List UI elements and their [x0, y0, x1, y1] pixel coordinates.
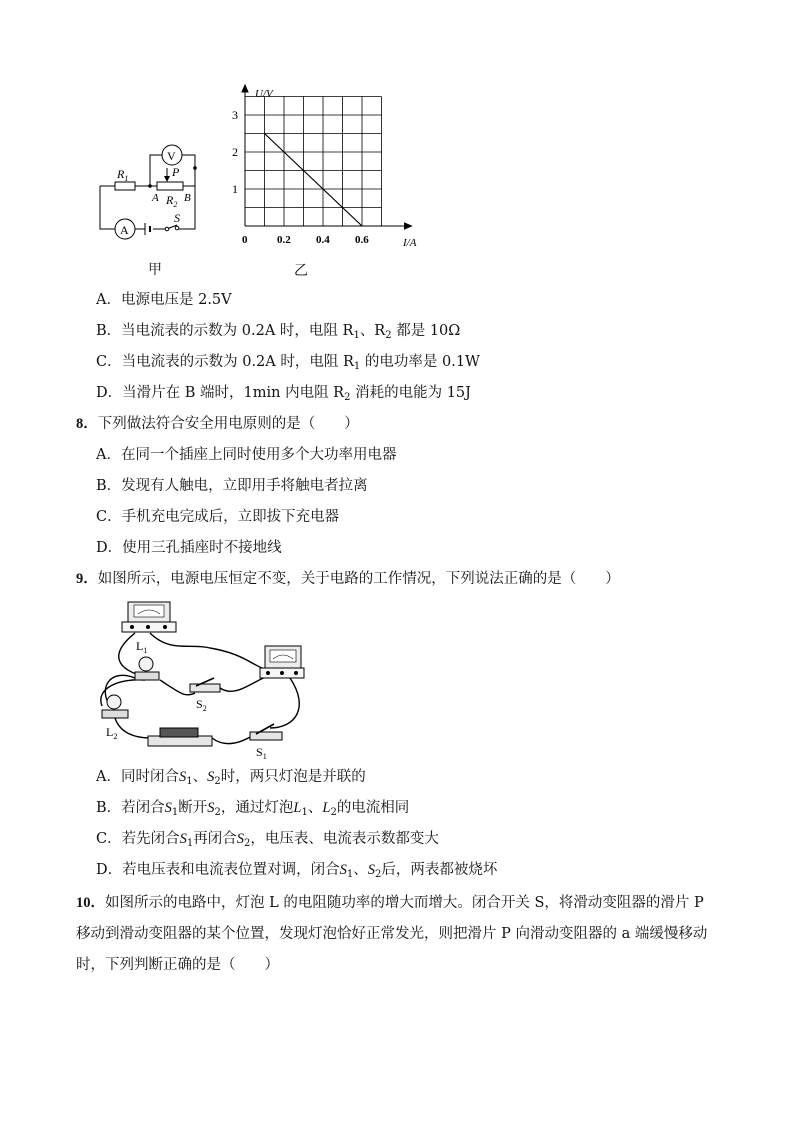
q8-stem: 8．下列做法符合安全用电原则的是（ ） — [76, 416, 359, 432]
q9-stem: 9．如图所示，电源电压恒定不变，关于电路的工作情况，下列说法正确的是（ ） — [76, 571, 620, 587]
switch-s1 — [250, 724, 282, 740]
s2-label: $S_2$ — [196, 697, 207, 713]
a-end-label: A — [152, 192, 159, 204]
x-tick-label: 0.4 — [316, 234, 330, 246]
switch-s2 — [190, 678, 220, 692]
b-end-label: B — [184, 192, 191, 204]
switch-label: S — [174, 211, 180, 225]
figure-caption-jia: 甲 — [148, 262, 162, 278]
x-axis-arrow — [405, 223, 412, 229]
series-line — [265, 134, 363, 227]
y-tick-label: 3 — [232, 108, 238, 122]
x-axis-label: I/A — [403, 237, 417, 249]
x-tick-label: 0.6 — [355, 234, 369, 246]
q10-stem-line1: 10．如图所示的电路中，灯泡 L 的电阻随功率的增大而增大。闭合开关 S，将滑动变阻器的滑片 P — [76, 895, 704, 911]
l2-label: $L_2$ — [106, 725, 118, 741]
graph-tick-labels — [232, 108, 369, 246]
s1-label: $S_1$ — [256, 745, 267, 761]
q7-option-a[interactable]: A．电源电压是 2.5V — [96, 292, 232, 308]
q9-circuit-figure — [90, 598, 320, 763]
voltmeter-device — [122, 602, 176, 632]
x-tick-label: 0.2 — [277, 234, 291, 246]
x-tick-label: 0 — [242, 234, 248, 246]
ammeter-label: A — [120, 223, 129, 237]
q9-option-b[interactable]: B．若闭合$S_1$断开$S_2$，通过灯泡$L_1$、$L_2$的电流相同 — [96, 800, 410, 818]
y-tick-label: 2 — [232, 145, 238, 159]
q8-option-b[interactable]: B．发现有人触电，立即用手将触电者拉离 — [96, 478, 368, 494]
q10-stem-line2: 移动到滑动变阻器的某个位置，发现灯泡恰好正常发光，则把滑片 P 向滑动变阻器的 a 端缓慢移动 — [76, 926, 708, 942]
figure-caption-yi: 乙 — [294, 263, 308, 279]
q7-option-b[interactable]: B．当电流表的示数为 0.2A 时，电阻 $R_1$、$R_2$ 都是 10Ω — [96, 323, 461, 341]
ui-graph — [225, 83, 425, 253]
y-tick-label: 1 — [232, 182, 238, 196]
q9-option-c[interactable]: C．若先闭合$S_1$再闭合$S_2$，电压表、电流表示数都变大 — [96, 831, 439, 849]
graph-grid — [245, 97, 382, 227]
graph-series — [265, 134, 363, 227]
l1-label: $L_1$ — [136, 639, 148, 655]
q9-option-d[interactable]: D．若电压表和电流表位置对调，闭合$S_1$、$S_2$后，两表都被烧坏 — [96, 862, 498, 880]
q8-option-a[interactable]: A．在同一个插座上同时使用多个大功率用电器 — [96, 447, 397, 463]
q8-option-c[interactable]: C．手机充电完成后，立即拔下充电器 — [96, 509, 340, 525]
p-label: P — [172, 165, 180, 179]
q7-option-d[interactable]: D．当滑片在 B 端时，1min 内电阻 $R_2$ 消耗的电能为 15J — [96, 385, 471, 403]
battery-box — [148, 728, 212, 746]
voltmeter-label: V — [167, 149, 176, 163]
q9-option-a[interactable]: A．同时闭合$S_1$、$S_2$时，两只灯泡是并联的 — [96, 769, 366, 787]
bulb-l1 — [135, 657, 159, 680]
y-axis-arrow — [242, 85, 248, 92]
q7-option-c[interactable]: C．当电流表的示数为 0.2A 时，电阻 $R_1$ 的电功率是 0.1W — [96, 354, 480, 372]
ammeter-device — [260, 646, 304, 678]
circuit-diagram-jia — [95, 138, 210, 243]
q8-option-d[interactable]: D．使用三孔插座时不接地线 — [96, 540, 282, 556]
q10-stem-line3: 时，下列判断正确的是（ ） — [76, 957, 279, 973]
y-axis-label: U/V — [255, 88, 273, 100]
r2-label: $R_2$ — [166, 193, 178, 209]
r1-label: $R_1$ — [117, 167, 129, 183]
